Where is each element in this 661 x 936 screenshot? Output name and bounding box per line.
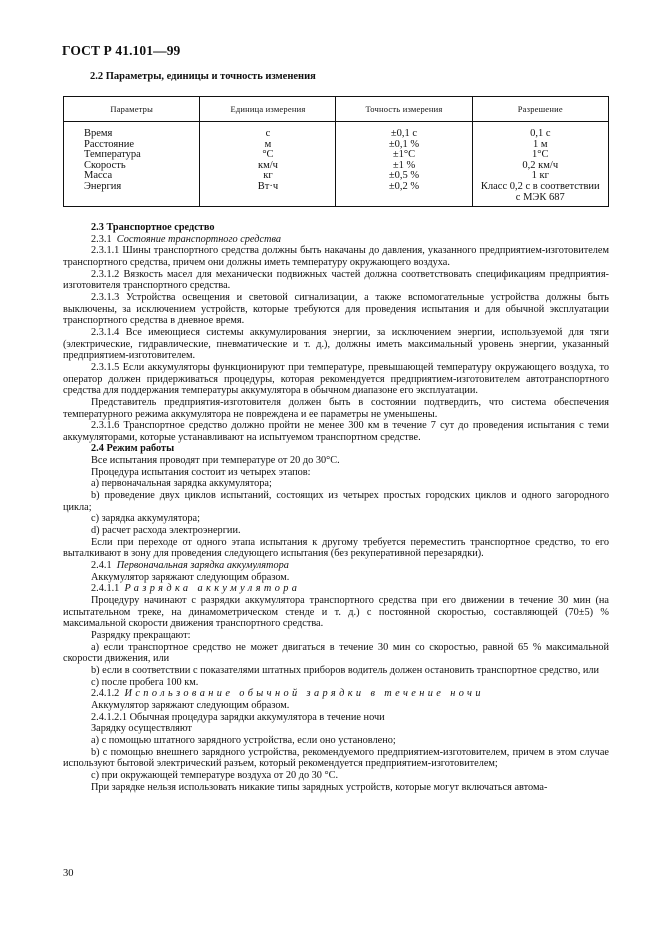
table-cell: ±0,1 % [388,138,420,150]
paragraph: Если при переходе от одного этапа испытания к другому требуется переместить транспортное средство, то его выталкивают в зону для проведения следующего испытания (без рекуперативной перезарядки). [63,536,609,560]
subsection-heading [63,560,609,572]
subsection-number: 2.3.1 [91,233,112,245]
subsection-number: 2.4.1.1 [91,583,120,595]
paragraph: 2.4.1.2.1 Обычная процедура зарядки аккумулятора в течение ночи [91,711,385,723]
table-cell: ±0,2 % [388,180,420,192]
paragraph: a) первоначальная зарядка аккумулятора; [91,478,272,490]
paragraph: a) с помощью штатного зарядного устройства, если оно установлено; [91,734,396,746]
paragraph: 2.3.1.4 Все имеющиеся системы аккумулирования энергии, за исключением энергии, используемой для тяги (электрические, гидравлические, пневматические и т. д.), должны иметь максимальный уровень энергии, указанный предприятием-изготовителем. [63,326,609,362]
units-cell [200,122,336,207]
subsection-title: Первоначальная зарядка аккумулятора [116,560,289,572]
parameters-table [63,96,609,207]
table-cell: кг [263,170,273,182]
table-header-row [64,97,609,122]
resolution-cell [472,122,608,207]
accuracy-cell [336,122,472,207]
table-cell: Время [84,128,113,139]
column-header: Параметры [64,97,200,122]
table-cell: ±0,1 с [390,128,418,139]
table-cell: Скорость [84,159,126,171]
paragraph: Представитель предприятия-изготовителя должен быть в состоянии подтвердить, что система обеспечения температурного режима аккумулятора не повреждена и ее параметры не уменьшены. [63,396,609,420]
table-cell: 0,2 км/ч [522,159,559,171]
paragraph: Разрядку прекращают: [91,629,191,641]
subsection-number: 2.4.1.2 [91,688,120,700]
document-code: ГОСТ Р 41.101—99 [62,43,181,58]
subsection-number: 2.4.1 [91,560,112,572]
subsection-title: Состояние транспортного средства [116,233,281,245]
paragraph: Аккумулятор заряжают следующим образом. [91,699,290,711]
paragraph: Процедура испытания состоит из четырех этапов: [91,466,311,478]
table-cell: с [265,128,271,139]
subsection-heading [63,583,609,595]
table-cell: Вт·ч [257,180,279,192]
paragraph: Аккумулятор заряжают следующим образом. [91,571,290,583]
paragraph: a) если транспортное средство не может двигаться в течение 30 мин со скоростью, равной 65 % максимальной скорости движения, или [63,641,609,665]
paragraph: c) зарядка аккумулятора; [91,513,200,525]
table-cell: 0,1 с [530,128,551,139]
params-cell [64,122,200,207]
table-cell: км/ч [257,159,278,171]
paragraph: 2.3.1.6 Транспортное средство должно пройти не менее 300 км в течение 7 сут до проведения испытания с теми аккумуляторами, которые устанавливают на испытуемом транспортном средстве. [63,420,609,443]
subsection-heading [63,234,609,246]
paragraph: 2.3.1.3 Устройства освещения и световой сигнализации, а также вспомогательные устройства должны быть выключены, за исключением устройств, которые требуются для проведения испытания и для обычной эксплуатации транспортного средства в дневное время. [63,291,609,327]
page-number: 30 [63,868,74,879]
table-cell: Температура [84,149,141,161]
table-cell: 1 кг [531,170,549,182]
subsection-title: Использование обычной зарядки в течение ночи [124,688,484,700]
paragraph: Зарядку осуществляют [91,723,192,735]
subsection-heading [63,688,609,700]
paragraph: Все испытания проводят при температуре от 20 до 30°С. [91,455,340,467]
paragraph: b) если в соответствии с показателями штатных приборов водитель должен остановить транспортное средство, или [91,664,600,676]
table-cell: ±1 % [392,159,416,171]
paragraph: b) проведение двух циклов испытаний, состоящих из четырех простых городских циклов и одного загородного цикла; [63,490,609,513]
table-cell: Масса [84,170,113,182]
column-header: Разрешение [472,97,608,122]
paragraph: b) с помощью внешнего зарядного устройства, рекомендуемого предприятием-изготовителем, причем в этом случае используют бытовой электрический разъем, который рекомендуется предприятием-изготовителем; [63,746,609,770]
table-body-row [64,122,609,207]
section-heading: 2.3 Транспортное средство [91,222,215,233]
column-header: Точность измерения [336,97,472,122]
table-cell: ±0,5 % [388,170,420,182]
table-cell: 1 м [533,138,548,150]
table-cell: 1°С [532,149,549,161]
table-cell: Расстояние [84,138,135,150]
subsection-title: Разрядка аккумулятора [124,583,301,595]
paragraph: При зарядке нельзя использовать никакие типы зарядных устройств, которые могут включаться автома- [91,781,548,793]
column-header: Единица измерения [200,97,336,122]
paragraph: 2.3.1.5 Если аккумуляторы функционируют при температуре, превышающей температуру окружающего воздуха, то оператор должен придерживаться процедуры, которая рекомендуется предприятием-изготовителем автотранспортного средства для поддержания температуры аккумулятора в обычном диапазоне его эксплуатации. [63,361,609,397]
table-cell: м [264,138,272,150]
section-title-2-2: 2.2 Параметры, единицы и точность изменения [90,71,316,82]
paragraph: c) при окружающей температуре воздуха от 20 до 30 °С. [91,769,339,781]
table-cell: °С [262,149,274,161]
table-cell: Энергия [84,180,122,192]
paragraph: 2.3.1.2 Вязкость масел для механически подвижных частей должна соответствовать спецификациям предприятия-изготовителя транспортного средства. [63,268,609,292]
paragraph: 2.3.1.1 Шины транспортного средства должны быть накачаны до давления, указанного предприятием-изготовителем транспортного средства, причем они должны иметь температуру окружающего воздуха. [63,245,609,268]
table-cell: ±1°С [392,149,416,161]
table-cell: Класс 0,2 с в соответствии с МЭК 687 [480,180,600,203]
paragraph: d) расчет расхода электроэнергии. [91,525,241,537]
body-text [63,222,609,793]
paragraph: c) после пробега 100 км. [91,676,199,688]
paragraph: Процедуру начинают с разрядки аккумулятора транспортного средства при его движении в течение 30 мин (на испытательном треке, на динамометрическом стенде и т. д.) с постоянной скоростью, составляющей (70±5) % максимальной скорости движения транспортного средства. [63,595,609,630]
section-heading: 2.4 Режим работы [91,443,175,455]
